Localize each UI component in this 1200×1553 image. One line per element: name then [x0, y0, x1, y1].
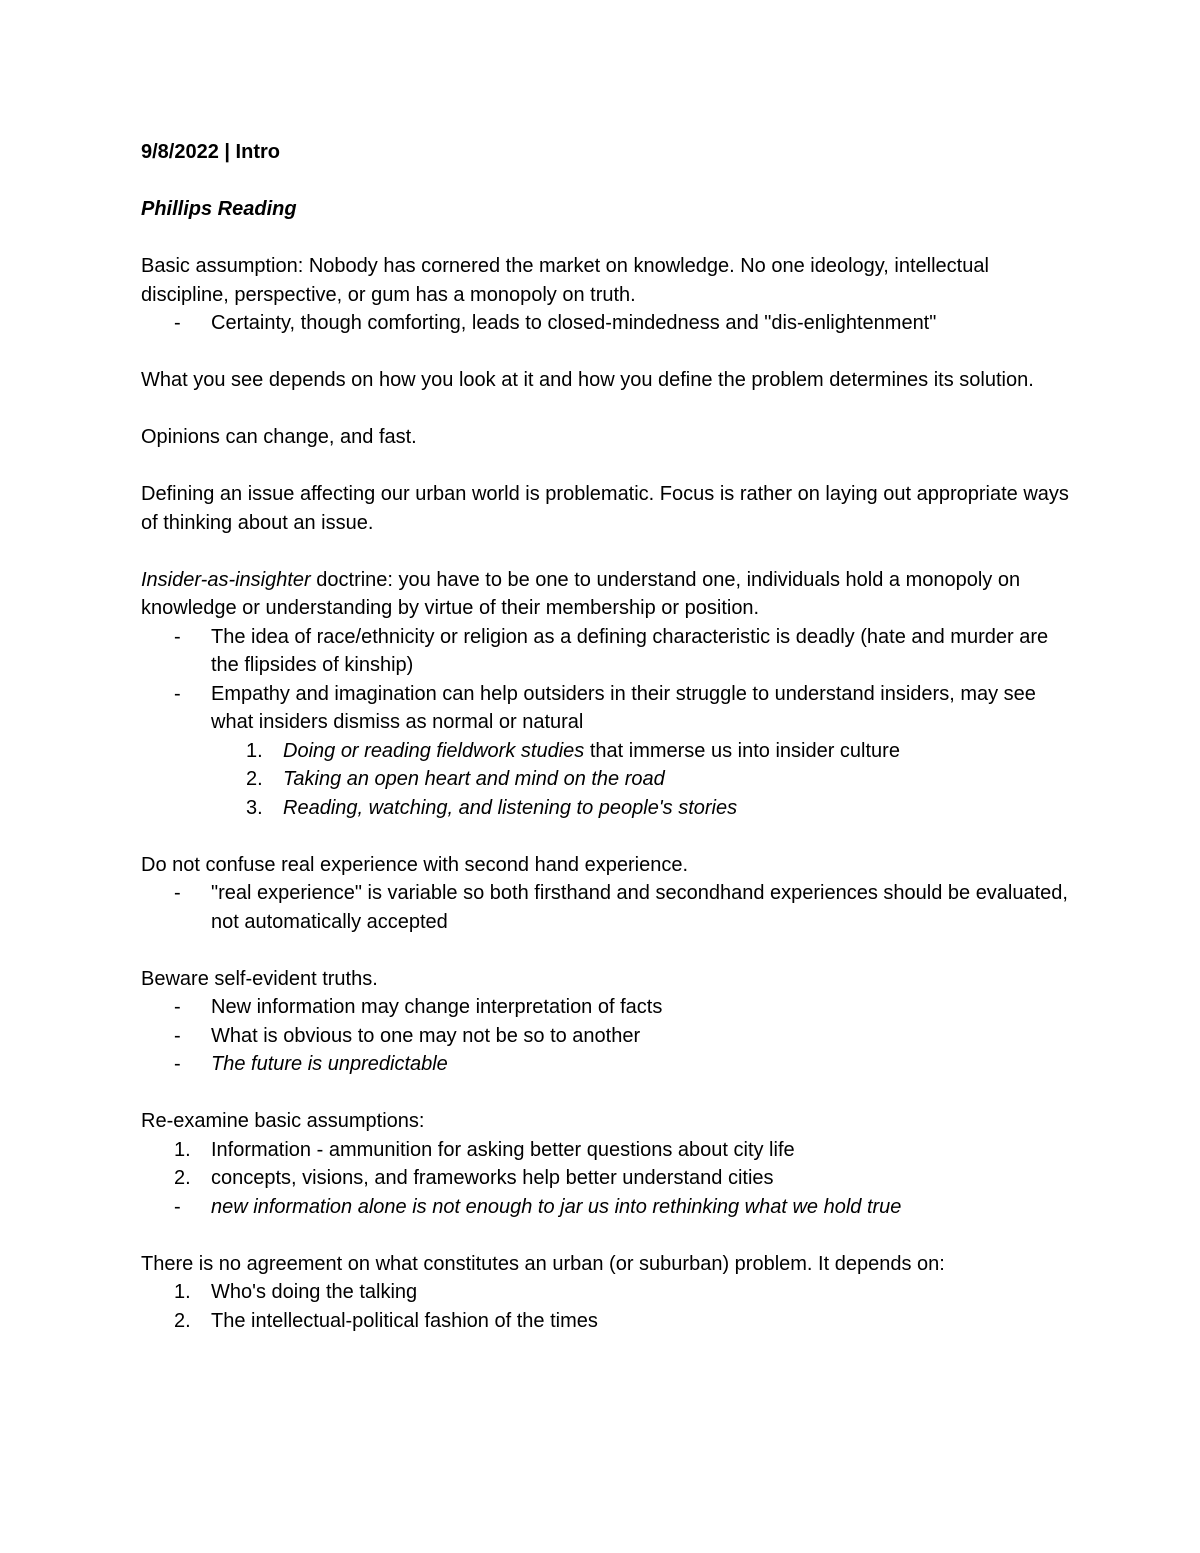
numbered-sub-item — [141, 794, 1081, 823]
list-item-text: New information may change interpretation of facts — [211, 996, 663, 1018]
number-marker: 3. — [246, 796, 263, 819]
number-marker: 1. — [174, 1281, 191, 1303]
list-item — [141, 1050, 1081, 1079]
list-item-text: "real experience" is variable so both firsthand and secondhand experiences should be evaluated, not automatically accepted — [211, 882, 1068, 933]
list-item-text: Who's doing the talking — [211, 1281, 418, 1303]
sub-item-text: that immerse us into insider culture — [584, 739, 900, 762]
list-item — [141, 1193, 1081, 1222]
list-item — [141, 993, 1081, 1022]
paragraph-no-agreement: There is no agreement on what constitutes an urban (or suburban) problem. It depends on: — [141, 1252, 945, 1275]
paragraph-self-evident: Beware self-evident truths. — [141, 967, 378, 990]
paragraph-what-you-see: What you see depends on how you look at it and how you define the problem determines its solution. — [141, 369, 1034, 391]
sub-item-italic-text: Taking an open heart and mind on the road — [283, 768, 665, 790]
bullet-marker: - — [174, 1024, 181, 1047]
bullet-marker: - — [174, 682, 181, 705]
bullet-marker: - — [174, 882, 181, 904]
doctrine-term: Insider-as-insighter — [141, 568, 311, 591]
list-item — [141, 1307, 1081, 1336]
list-item-text: concepts, visions, and frameworks help better understand cities — [211, 1167, 774, 1189]
list-item-text: new information alone is not enough to jar us into rethinking what we hold true — [211, 1195, 902, 1218]
list-item-text: Certainty, though comforting, leads to closed-mindedness and "dis-enlightenment" — [211, 312, 937, 334]
paragraph-opinions: Opinions can change, and fast. — [141, 426, 417, 448]
list-item — [141, 309, 1081, 338]
section-heading: Phillips Reading — [141, 198, 297, 220]
doctrine-text: doctrine: you have to be one to understand one, individuals hold a monopoly on knowledge or understanding by virtue of their membership or position. — [141, 568, 1021, 619]
paragraph-reexamine: Re-examine basic assumptions: — [141, 1110, 425, 1132]
document-title: 9/8/2022 | Intro — [141, 141, 280, 163]
number-marker: 1. — [174, 1138, 191, 1161]
bullet-marker: - — [174, 1195, 181, 1218]
list-item — [141, 1164, 1081, 1193]
list-item-text: Empathy and imagination can help outsiders in their struggle to understand insiders, may see what insiders dismiss as normal or natural — [211, 682, 1036, 733]
bullet-marker: - — [174, 996, 181, 1018]
sub-item-italic-text: Doing or reading fieldwork studies — [283, 739, 585, 762]
numbered-sub-item — [141, 765, 1081, 794]
number-marker: 2. — [174, 1167, 191, 1189]
paragraph-insider-doctrine — [141, 566, 1081, 623]
number-marker: 1. — [246, 739, 263, 762]
paragraph-defining-issue: Defining an issue affecting our urban world is problematic. Focus is rather on laying out appropriate ways of thinking about an issue. — [141, 483, 1069, 534]
bullet-marker: - — [174, 1053, 181, 1075]
paragraph-basic-assumption: Basic assumption: Nobody has cornered the market on knowledge. No one ideology, intellectual discipline, perspective, or gum has a monopoly on truth. — [141, 255, 989, 306]
list-item-text: Information - ammunition for asking better questions about city life — [211, 1138, 795, 1161]
list-item — [141, 1136, 1081, 1165]
list-item — [141, 1278, 1081, 1307]
list-item — [141, 1022, 1081, 1051]
list-item — [141, 623, 1081, 680]
paragraph-real-experience: Do not confuse real experience with second hand experience. — [141, 853, 689, 876]
document-page — [141, 138, 1081, 1335]
sub-item-italic-text: Reading, watching, and listening to people's stories — [283, 796, 738, 819]
bullet-marker: - — [174, 312, 181, 334]
list-item-text: The idea of race/ethnicity or religion as a defining characteristic is deadly (hate and murder are the flipsides of kinship) — [211, 625, 1049, 676]
list-item-text: The future is unpredictable — [211, 1053, 448, 1075]
numbered-sub-item — [141, 737, 1081, 766]
list-item — [141, 879, 1081, 936]
number-marker: 2. — [174, 1309, 191, 1332]
list-item — [141, 680, 1081, 737]
bullet-marker: - — [174, 625, 181, 648]
list-item-text: What is obvious to one may not be so to another — [211, 1024, 641, 1047]
list-item-text: The intellectual-political fashion of the times — [211, 1309, 598, 1332]
number-marker: 2. — [246, 768, 263, 790]
